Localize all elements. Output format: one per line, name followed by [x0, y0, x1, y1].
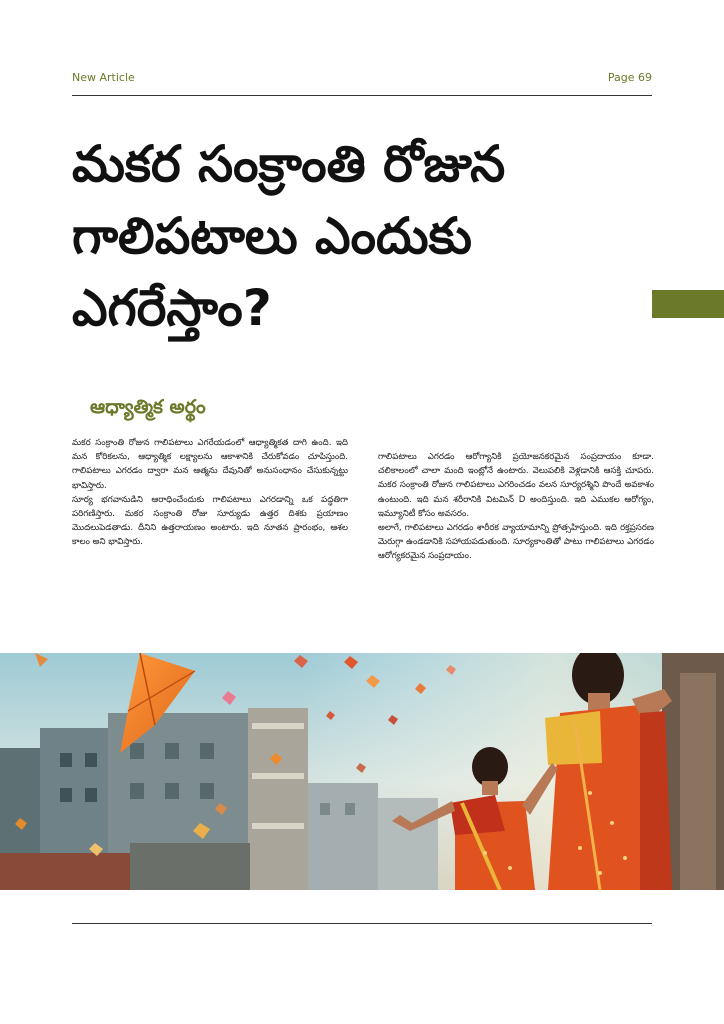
accent-bar [652, 290, 724, 318]
header-divider [72, 95, 652, 96]
right-column [378, 450, 654, 564]
paragraph: అలాగే, గాలిపటాలు ఎగరడం శారీరక వ్యాయామాన్ని ప్రోత్సహిస్తుంది. ఇది రక్తప్రసరణ మెరుగ్గా ఉండడానికి సహాయపడుతుంది. సూర్యకాంతితో పాటు గాలిపటాలు ఎగరడం ఆరోగ్యకరమైన సంప్రదాయం. [378, 523, 654, 562]
header-left-label: New Article [72, 71, 135, 84]
paragraph: గాలిపటాలు ఎగరడం ఆరోగ్యానికి ప్రయోజనకరమైన సంప్రదాయం కూడా. చలికాలంలో చాలా మంది ఇంట్లోనే ఉంటారు. వెలుపలికి వెళ్లడానికి ఆసక్తి చూపరు. మకర సంక్రాంతి రోజున గాలిపటాలు ఎగరించడం వలన సూర్యరశ్మిని పొందే అవకాశం ఉంటుంది. ఇది మన శరీరానికి విటమిన్ D అందిస్తుంది. ఇది ఎముకల ఆరోగ్యం, ఇమ్యూనిటీ కోసం అవసరం. [378, 452, 654, 519]
footer-divider [72, 923, 652, 924]
paragraph: మకర సంక్రాంతి రోజున గాలిపటాలు ఎగరేయడంలో ఆధ్యాత్మికత దాగి ఉంది. ఇది మన కోరికలను, ఆధ్యాత్మిక లక్ష్యాలను ఆకాశానికి చేరుకోవడం చూపిస్తుంది. గాలిపటాలు ఎగరడం ద్వారా మన ఆత్మను దేవునితో అనుసంధానం చేసుకున్నట్టు భావిస్తారు. [72, 438, 348, 491]
page-number: Page 69 [607, 71, 652, 84]
left-column [72, 436, 348, 550]
article-title: మకర సంక్రాంతి రోజున గాలిపటాలు ఎందుకు ఎగరేస్తాం? [72, 135, 506, 337]
section-heading: ఆధ్యాత్మిక అర్థం [90, 396, 206, 418]
paragraph: సూర్య భగవానుడిని ఆరాధించేందుకు గాలిపటాలు ఎగరడాన్ని ఒక పద్ధతిగా పరిగణిస్తారు. మకర సంక్రాంతి రోజు సూర్యుడు ఉత్తర దిశకు ప్రయాణం మొదలుపెడతాడు. దీనిని ఉత్తరాయణం అంటారు. ఇది నూతన ప్రారంభం, ఆశల కాలం అని భావిస్తారు. [72, 494, 348, 548]
kite-festival-photo [0, 653, 724, 890]
